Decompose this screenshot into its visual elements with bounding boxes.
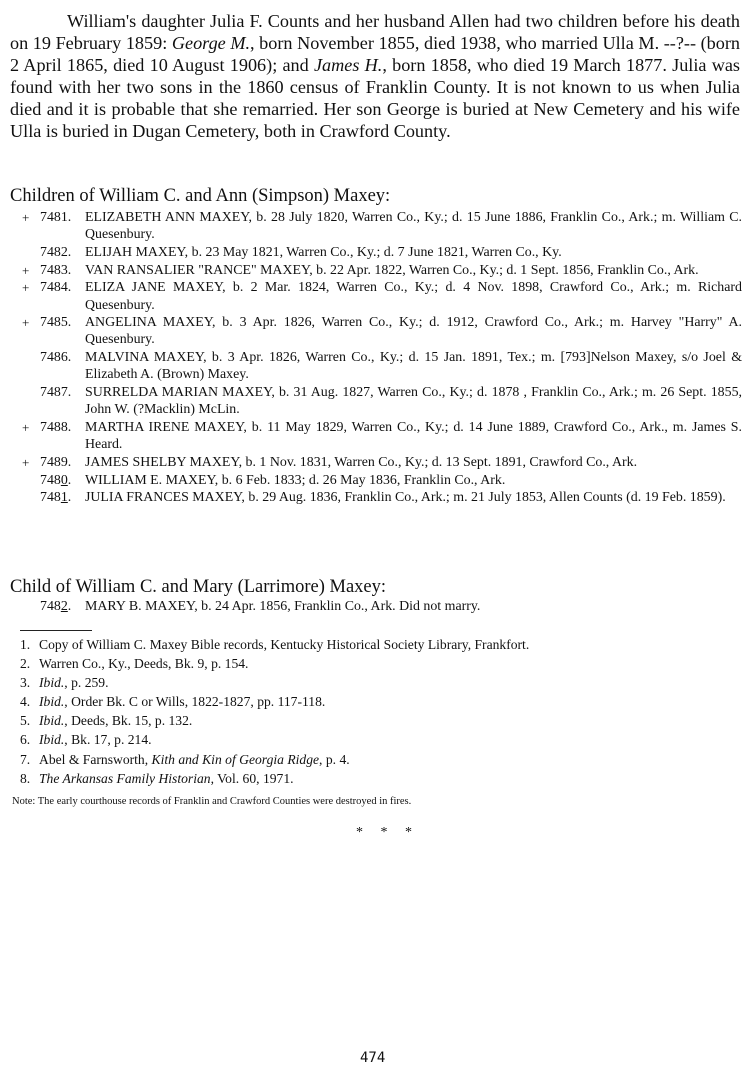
entry-7482 [0, 244, 745, 261]
entry-text: JAMES SHELBY MAXEY, b. 1 Nov. 1831, Warren Co., Ky.; d. 13 Sept. 1891, Crawford Co., Ark. [85, 454, 638, 470]
section2-entries [0, 598, 745, 616]
entry-number: 7489. [40, 454, 72, 470]
entry-text: MALVINA MAXEY, b. 3 Apr. 1826, Warren Co., Ky.; d. 15 Jan. 1891, Tex.; m. [793]Nelson Maxey, s/o Joel & Elizabeth A. (Brown) Maxey. [85, 350, 742, 383]
entry-number: 7485. [40, 315, 72, 331]
footnote-4: 4. Ibid., Order Bk. C or Wills, 1822-1827, pp. 117-118. [20, 694, 326, 710]
entry-7487 [0, 384, 745, 418]
entry-number: 7480. [40, 472, 72, 488]
entry-text: ELIZA JANE MAXEY, b. 2 Mar. 1824, Warren Co., Ky.; d. 4 Nov. 1898, Crawford Co., Ark.; m. Richard Quesenbury. [85, 280, 742, 313]
entry-number: 7483. [40, 262, 72, 278]
section2-heading: Child of William C. and Mary (Larrimore) Maxey: [10, 577, 387, 597]
footnote-8: 8. The Arkansas Family Historian, Vol. 60, 1971. [20, 770, 294, 786]
entry-text: SURRELDA MARIAN MAXEY, b. 31 Aug. 1827, Warren Co., Ky.; d. 1878 , Franklin Co., Ark.; m. 26 Sept. 1855, John W. (?Macklin) McLin. [85, 385, 742, 418]
entry-7481-corrected [0, 489, 745, 506]
entry-number: 7481. [40, 210, 72, 225]
entry-text: ELIJAH MAXEY, b. 23 May 1821, Warren Co., Ky.; d. 7 June 1821, Warren Co., Ky. [85, 244, 562, 260]
entry-number: 7486. [40, 350, 72, 366]
page-number: 474 [360, 1050, 386, 1066]
intro-text-1: William's daughter Julia F. Counts and her husband Allen had two children before his death on 19 February 1859: [10, 11, 740, 53]
intro-paragraph [10, 10, 740, 142]
footnote-rule [20, 630, 92, 631]
entry-text: WILLIAM E. MAXEY, b. 6 Feb. 1833; d. 26 May 1836, Franklin Co., Ark. [85, 472, 506, 488]
entry-7485 [0, 314, 745, 348]
footnote-3: 3. Ibid., p. 259. [20, 675, 109, 691]
footnotes [20, 635, 740, 788]
courthouse-note: Note: The early courthouse records of Franklin and Crawford Counties were destroyed in fires. [12, 796, 412, 807]
entry-number: 7484. [40, 280, 72, 296]
entry-7488 [0, 419, 745, 453]
intro-son-george: George M. [171, 33, 251, 53]
entry-text: VAN RANSALIER "RANCE" MAXEY, b. 22 Apr. 1822, Warren Co., Ky.; d. 1 Sept. 1856, Franklin Co., Ark. [85, 262, 699, 278]
entry-number: 7482. [40, 599, 72, 614]
entry-text: JULIA FRANCES MAXEY, b. 29 Aug. 1836, Franklin Co., Ark.; m. 21 July 1853, Allen Counts (d. 19 Feb. 1859). [85, 490, 726, 506]
entry-number: 7482. [40, 244, 72, 260]
intro-text-2: , born November 1855, died 1938, who married Ulla M. --?-- (born 2 April 1865, died 10 August 1906); and [10, 33, 740, 75]
intro-text-3: , born 1858, who died 19 March 1877. Julia was found with her two sons in the 1860 census of Franklin County. It is not known to us when Julia died and it is probable that she remarried. Her son George is buried at New Cemetery and his wife Ulla is buried in Dugan Cemetery, both in Crawford County. [10, 55, 740, 141]
section1-entries [0, 209, 745, 507]
entry-7484 [0, 279, 745, 313]
entry-7482-corrected [0, 598, 745, 615]
entry-text: MARY B. MAXEY, b. 24 Apr. 1856, Franklin Co., Ark. Did not marry. [85, 599, 481, 614]
has-descendants-marker: + [22, 280, 30, 296]
intro-son-james: James H. [313, 55, 383, 75]
entry-7480-corrected [0, 472, 745, 489]
section1-heading: Children of William C. and Ann (Simpson) Maxey: [10, 186, 391, 206]
entry-number: 7487. [40, 385, 72, 401]
entry-7481 [0, 209, 745, 243]
has-descendants-marker: + [22, 419, 30, 435]
has-descendants-marker: + [22, 315, 30, 331]
entry-7489 [0, 454, 745, 471]
footnote-7: 7. Abel & Farnsworth, Kith and Kin of Georgia Ridge, p. 4. [20, 751, 350, 767]
entry-text: ANGELINA MAXEY, b. 3 Apr. 1826, Warren Co., Ky.; d. 1912, Crawford Co., Ark.; m. Harvey "Harry" A. Quesenbury. [85, 315, 742, 348]
footnote-6: 6. Ibid., Bk. 17, p. 214. [20, 732, 152, 748]
footnote-1: 1. Copy of William C. Maxey Bible records, Kentucky Historical Society Library, Frankfort. [20, 637, 530, 652]
footnote-2: 2. Warren Co., Ky., Deeds, Bk. 9, p. 154. [20, 656, 249, 672]
section-separator: * * * [356, 825, 419, 840]
entry-number: 7481. [40, 490, 72, 506]
entry-number: 7488. [40, 419, 72, 435]
entry-text: MARTHA IRENE MAXEY, b. 11 May 1829, Warren Co., Ky.; d. 14 June 1889, Crawford Co., Ark., m. James S. Heard. [85, 419, 742, 453]
entry-7483 [0, 262, 745, 279]
has-descendants-marker: + [22, 454, 30, 470]
entry-text: ELIZABETH ANN MAXEY, b. 28 July 1820, Warren Co., Ky.; d. 15 June 1886, Franklin Co., Ark.; m. William C. Quesenbury. [85, 210, 742, 243]
has-descendants-marker: + [22, 262, 30, 278]
has-descendants-marker: + [22, 210, 30, 225]
footnote-5: 5. Ibid., Deeds, Bk. 15, p. 132. [20, 713, 193, 729]
entry-7486 [0, 349, 745, 383]
